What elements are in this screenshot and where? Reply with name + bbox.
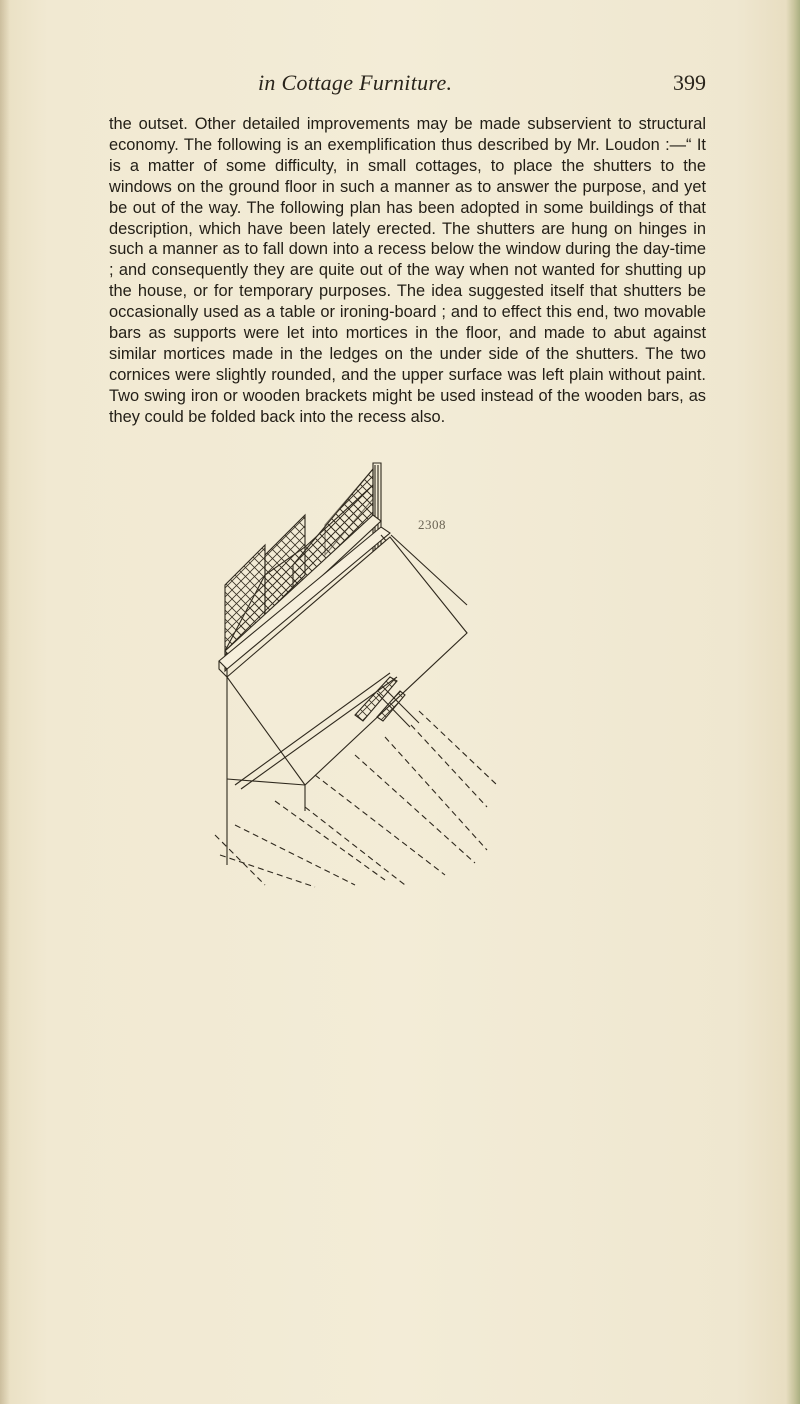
figure-number: 2308: [418, 517, 446, 532]
running-head: [100, 70, 708, 100]
body-paragraph: the outset. Other detailed improvements may be made subservient to structural economy. The following is an exemplification thus described by Mr. Loudon :—“ It is a matter of some difficulty, in small cottages, to place the shutters to the windows on the ground floor in such a manner as to answer the purpose, and yet be out of the way. The following plan has been adopted in some buildings of that description, which have been lately erected. The shutters are hung on hinges in such a manner as to fall down into a recess below the window during the day-time ; and consequently they are quite out of the way when not wanted for shutting up the house, or for temporary purposes. The idea suggested itself that shutters be occasionally used as a table or ironing-board ; and to effect this end, two movable bars as supports were let into mortices in the floor, and made to abut against similar mortices made in the ledges on the under side of the shutters. The two cornices were slightly rounded, and the upper surface was left plain without paint. Two swing iron or wooden brackets might be used instead of the wooden bars, as they could be folded back into the recess also.: [109, 115, 706, 426]
shutter-table-figure: [205, 455, 505, 895]
page-right-edge-shading: [786, 0, 800, 1404]
window-shutter-table-engraving-icon: [205, 455, 505, 895]
page-left-edge-shading: [0, 0, 10, 1404]
page-number: 399: [673, 70, 706, 95]
running-title: in Cottage Furniture.: [258, 70, 453, 95]
